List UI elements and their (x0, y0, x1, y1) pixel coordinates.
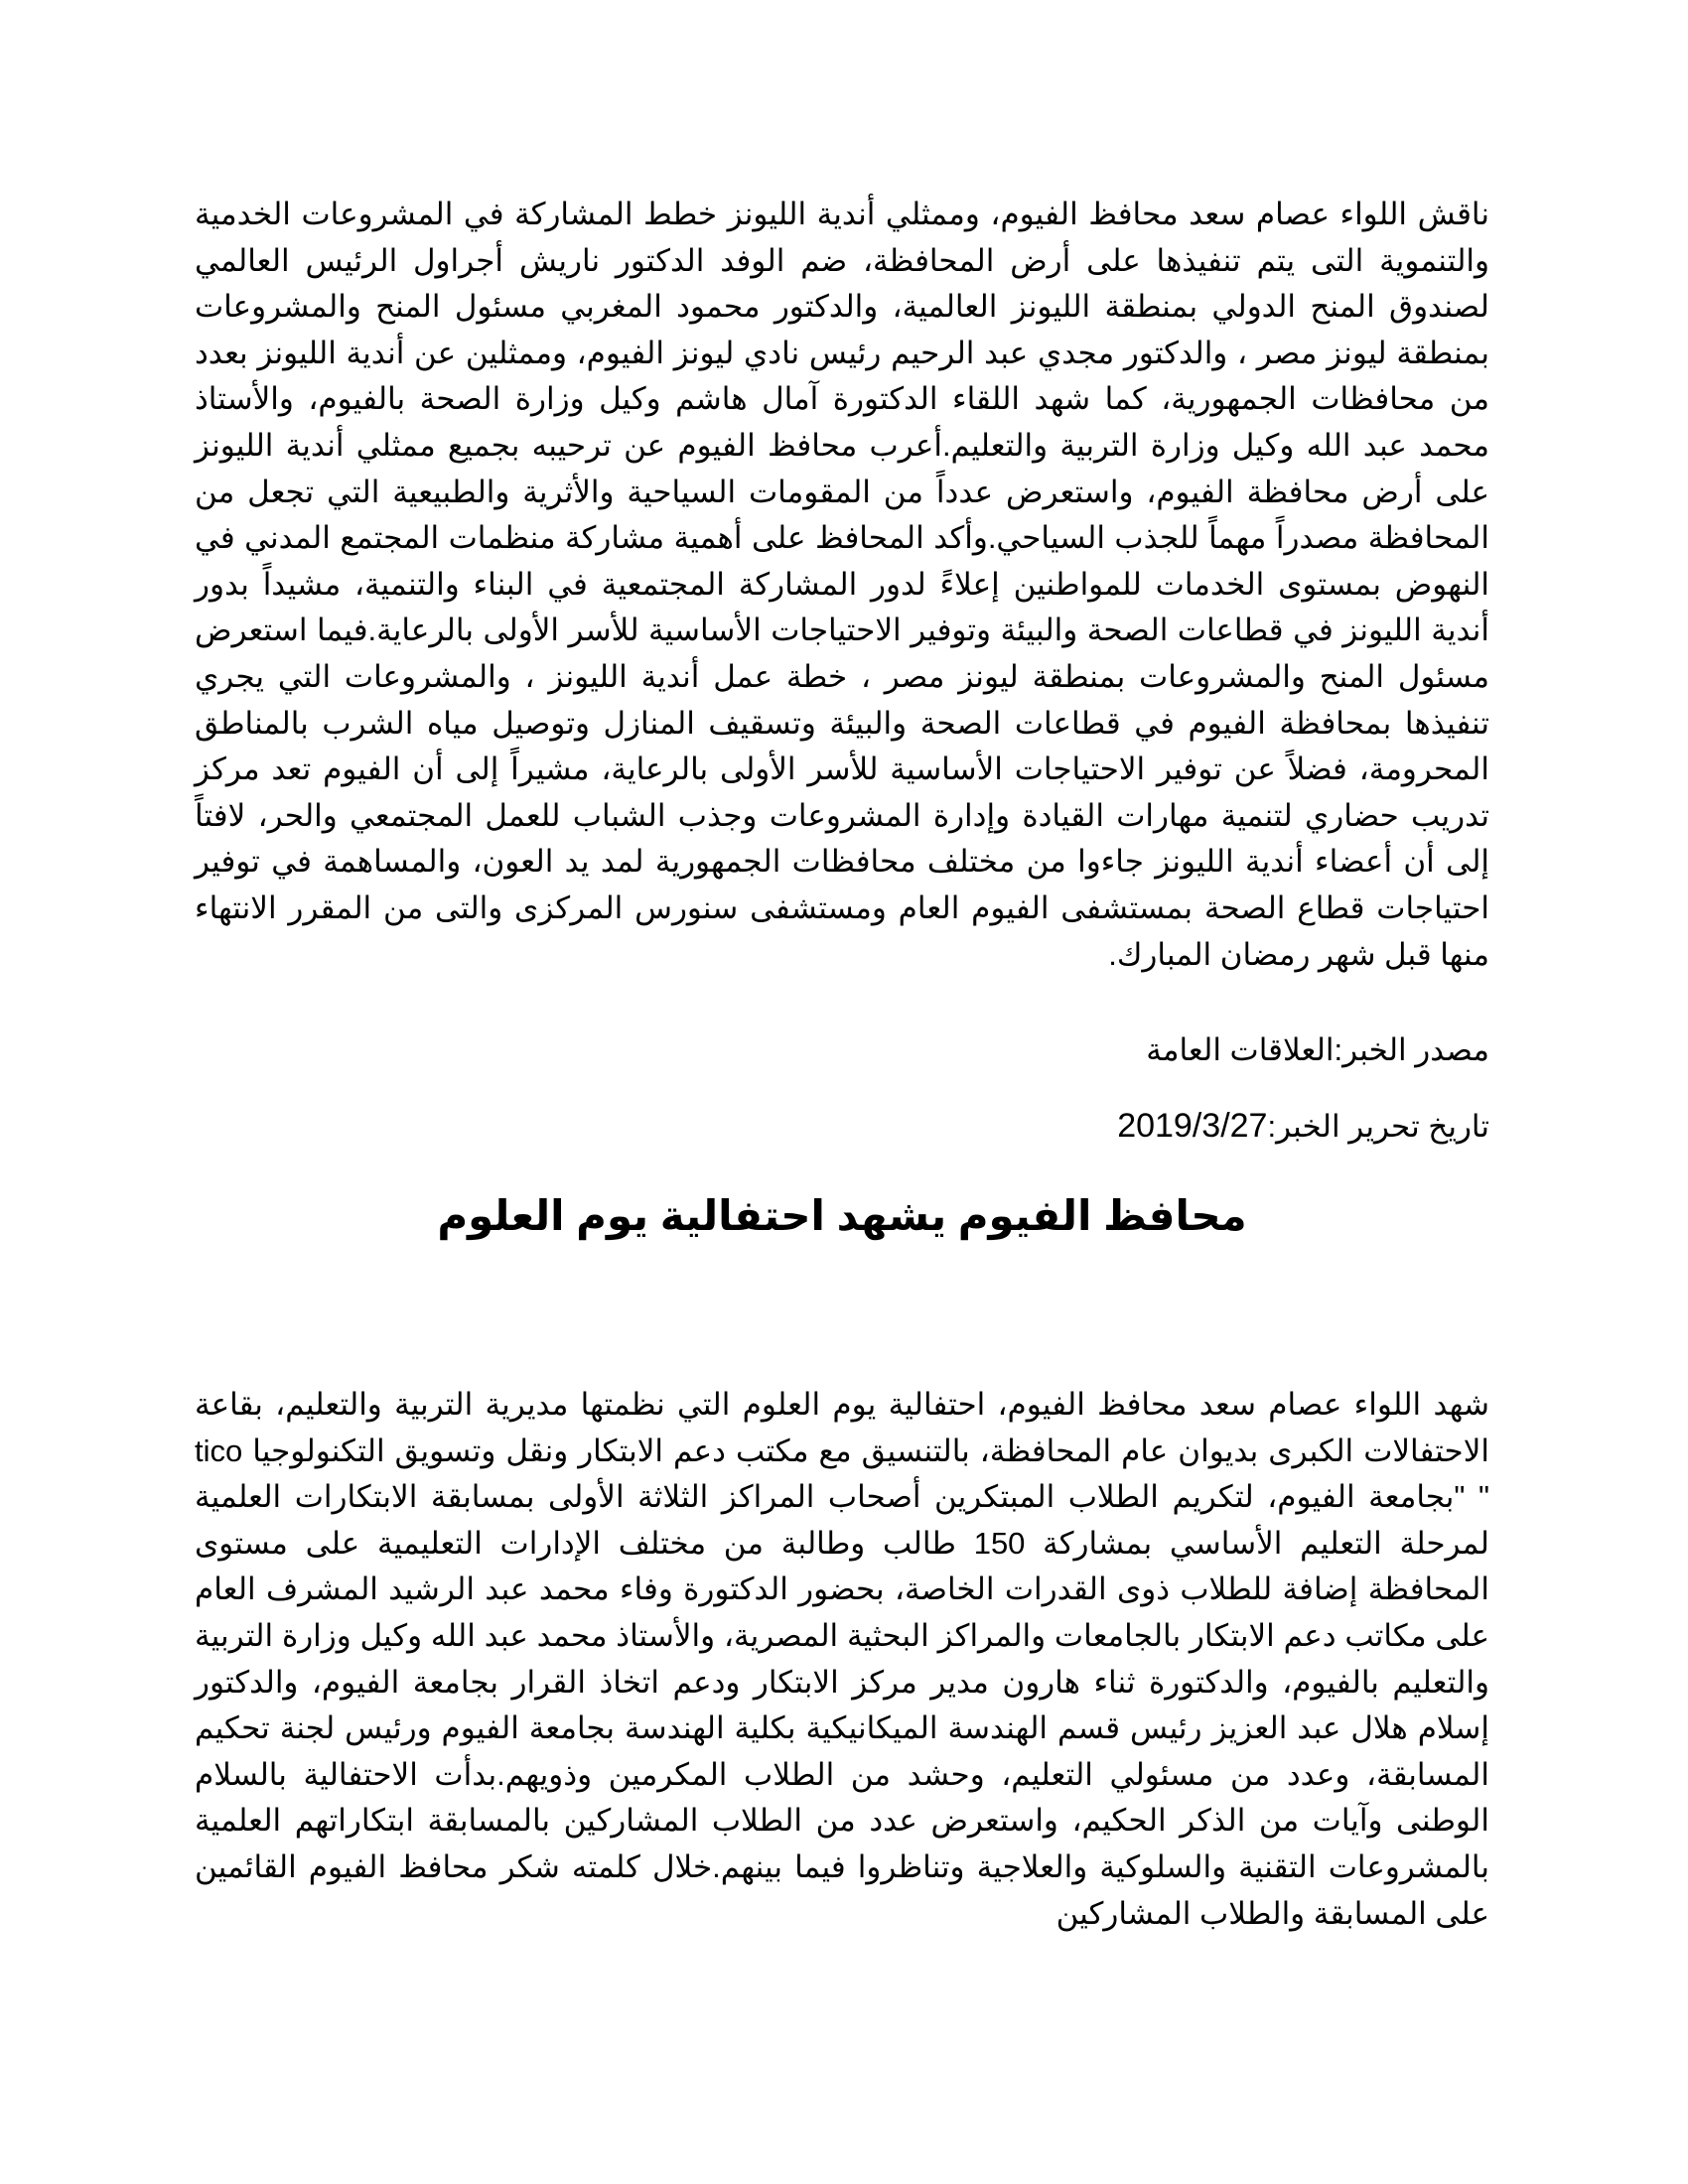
news-date-label: تاريخ تحرير الخبر: (1267, 1109, 1489, 1144)
news-source-value: العلاقات العامة (1146, 1032, 1335, 1067)
news-date-value: 2019/3/27 (1117, 1107, 1268, 1145)
article-body-paragraph: ناقش اللواء عصام سعد محافظ الفيوم، وممثلي أندية الليونز خطط المشاركة في المشروعات الخدمية والتنموية التى يتم تنفيذها على أرض المحافظة، ضم الوفد الدكتور ناريش أجراول الرئيس العالمي لصندوق المنح الدولي بمنطقة الليونز العالمية، والدكتور محمود المغربي مسئول المنح والمشروعات بمنطقة ليونز مصر ، والدكتور مجدي عبد الرحيم رئيس نادي ليونز الفيوم، وممثلين عن أندية الليونز بعدد من محافظات الجمهورية، كما شهد اللقاء الدكتورة آمال هاشم وكيل وزارة الصحة بالفيوم، والأستاذ محمد عبد الله وكيل وزارة التربية والتعليم.أعرب محافظ الفيوم عن ترحيبه بجميع ممثلي أندية الليونز على أرض محافظة الفيوم، واستعرض عدداً من المقومات السياحية والأثرية والطبيعية التي تجعل من المحافظة مصدراً مهماً للجذب السياحي.وأكد المحافظ على أهمية مشاركة منظمات المجتمع المدني في النهوض بمستوى الخدمات للمواطنين إعلاءً لدور المشاركة المجتمعية في البناء والتنمية، مشيداً بدور أندية الليونز في قطاعات الصحة والبيئة وتوفير الاحتياجات الأساسية للأسر الأولى بالرعاية.فيما استعرض مسئول المنح والمشروعات بمنطقة ليونز مصر ، خطة عمل أندية الليونز ، والمشروعات التي يجري تنفيذها بمحافظة الفيوم في قطاعات الصحة والبيئة وتسقيف المنازل وتوصيل مياه الشرب بالمناطق المحرومة، فضلاً عن توفير الاحتياجات الأساسية للأسر الأولى بالرعاية، مشيراً إلى أن الفيوم تعد مركز تدريب حضاري لتنمية مهارات القيادة وإدارة المشروعات وجذب الشباب للعمل المجتمعي والحر، لافتاً إلى أن أعضاء أندية الليونز جاءوا من مختلف محافظات الجمهورية لمد يد العون، والمساهمة في توفير احتياجات قطاع الصحة بمستشفى الفيوم العام ومستشفى سنورس المركزى والتى من المقرر الانتهاء منها قبل شهر رمضان المبارك. (195, 197, 1489, 972)
news-source-label: مصدر الخبر: (1334, 1032, 1489, 1067)
article-headline: محافظ الفيوم يشهد احتفالية يوم العلوم (437, 1192, 1247, 1239)
news-source-line (1146, 1030, 1489, 1070)
article-body-paragraph: شهد اللواء عصام سعد محافظ الفيوم، احتفالية يوم العلوم التي نظمتها مديرية التربية والتعليم، بقاعة الاحتفالات الكبرى بديوان عام المحافظة، بالتنسيق مع مكتب دعم الابتكار ونقل وتسويق التكنولوجيا tico " "بجامعة الفيوم، لتكريم الطلاب المبتكرين أصحاب المراكز الثلاثة الأولى بمسابقة الابتكارات العلمية لمرحلة التعليم الأساسي بمشاركة 150 طالب وطالبة من مختلف الإدارات التعليمية على مستوى المحافظة إضافة للطلاب ذوى القدرات الخاصة، بحضور الدكتورة وفاء محمد عبد الرشيد المشرف العام على مكاتب دعم الابتكار بالجامعات والمراكز البحثية المصرية، والأستاذ محمد عبد الله وكيل وزارة التربية والتعليم بالفيوم، والدكتورة ثناء هارون مدير مركز الابتكار ودعم اتخاذ القرار بجامعة الفيوم، والدكتور إسلام هلال عبد العزيز رئيس قسم الهندسة الميكانيكية بكلية الهندسة بجامعة الفيوم ورئيس لجنة تحكيم المسابقة، وعدد من مسئولي التعليم، وحشد من الطلاب المكرمين وذويهم.بدأت الاحتفالية بالسلام الوطنى وآيات من الذكر الحكيم، واستعرض عدد من الطلاب المشاركين بالمسابقة ابتكاراتهم العلمية بالمشروعات التقنية والسلوكية والعلاجية وتناظروا فيما بينهم.خلال كلمته شكر محافظ الفيوم القائمين على المسابقة والطلاب المشاركين (195, 1387, 1489, 1931)
news-date-line (1117, 1106, 1489, 1147)
